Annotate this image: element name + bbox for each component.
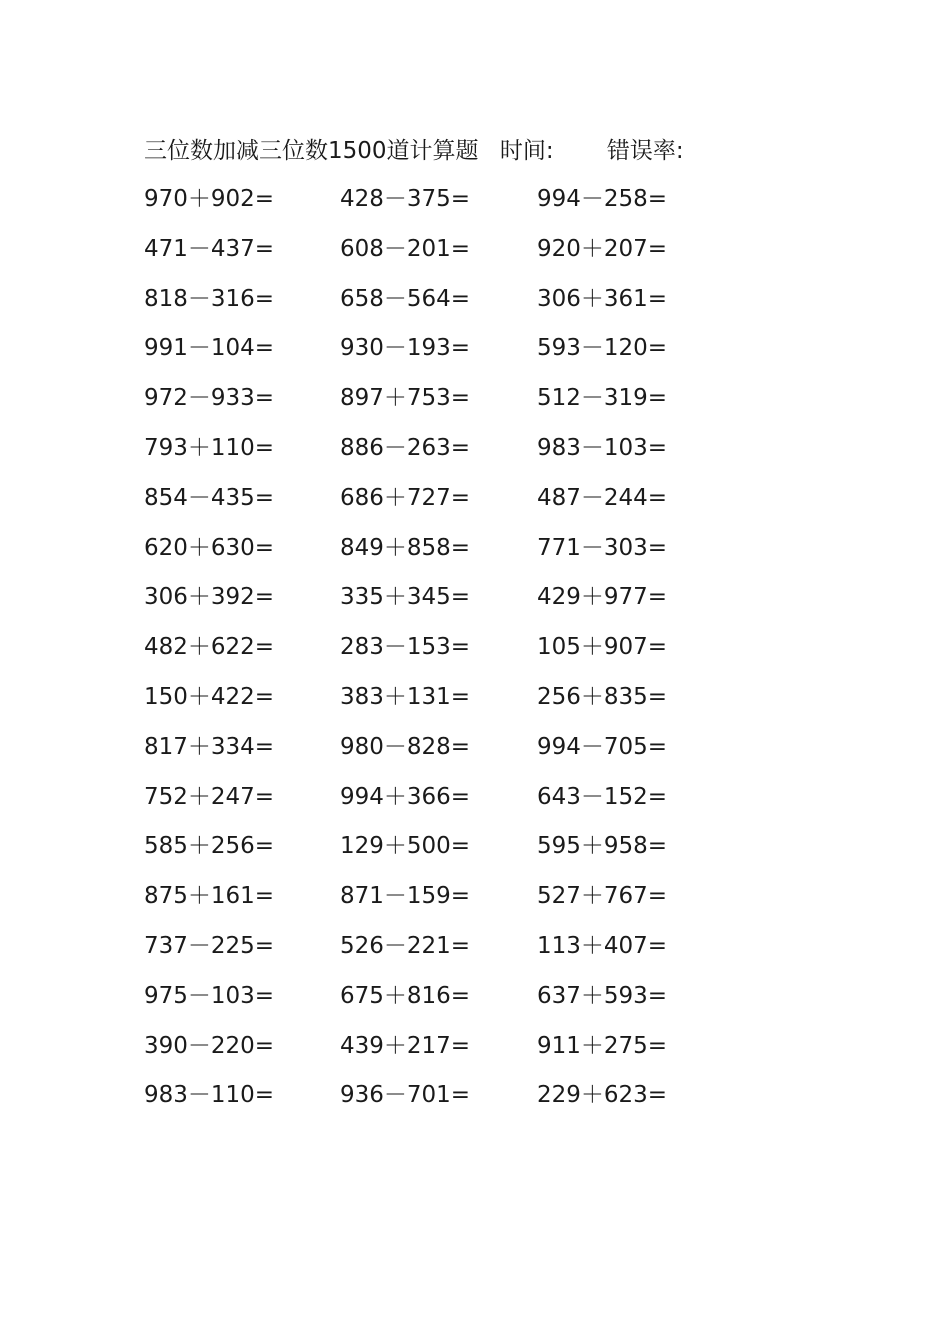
problem-item: 818－316= <box>144 285 275 312</box>
problem-item: 482＋622= <box>144 634 275 661</box>
problem-item: 983－103= <box>537 434 668 461</box>
problem-item: 972－933= <box>144 385 275 412</box>
problem-item: 637＋593= <box>537 982 668 1009</box>
problem-item: 920＋207= <box>537 235 668 262</box>
problem-item: 849＋858= <box>340 534 471 561</box>
problem-row <box>144 431 744 481</box>
problem-item: 428－375= <box>340 186 471 212</box>
problem-row <box>144 232 744 282</box>
problem-item: 897＋753= <box>340 385 471 412</box>
problem-item: 527＋767= <box>537 883 668 910</box>
problem-row <box>144 580 744 630</box>
problem-item: 793＋110= <box>144 434 275 461</box>
problem-item: 975－103= <box>144 982 275 1009</box>
problem-item: 817＋334= <box>144 733 275 760</box>
problem-item: 229＋623= <box>537 1082 668 1109</box>
problem-item: 994－258= <box>537 186 668 212</box>
problem-item: 487－244= <box>537 484 668 511</box>
problem-row <box>144 929 744 979</box>
problem-row <box>144 680 744 730</box>
problem-item: 585＋256= <box>144 833 275 860</box>
problem-item: 129＋500= <box>340 833 471 860</box>
problem-item: 256＋835= <box>537 683 668 710</box>
problem-item: 306＋361= <box>537 285 668 312</box>
problem-item: 471－437= <box>144 235 275 262</box>
problem-item: 911＋275= <box>537 1032 668 1059</box>
worksheet-title: 三位数加减三位数1500道计算题 <box>144 138 479 164</box>
problem-item: 854－435= <box>144 484 275 511</box>
problem-row <box>144 381 744 431</box>
time-label: 时间: <box>499 138 554 164</box>
problem-item: 983－110= <box>144 1082 275 1109</box>
problem-item: 608－201= <box>340 235 471 262</box>
problem-item: 930－193= <box>340 335 471 362</box>
problem-row <box>144 879 744 929</box>
problem-item: 675＋816= <box>340 982 471 1009</box>
problem-item: 113＋407= <box>537 932 668 959</box>
problem-row <box>144 829 744 879</box>
problem-item: 595＋958= <box>537 833 668 860</box>
problem-row <box>144 630 744 680</box>
problem-item: 980－828= <box>340 733 471 760</box>
problem-item: 150＋422= <box>144 683 275 710</box>
problem-item: 752＋247= <box>144 783 275 810</box>
worksheet-header <box>144 134 684 168</box>
problem-item: 105＋907= <box>537 634 668 661</box>
problem-item: 994＋366= <box>340 783 471 810</box>
error-rate-label: 错误率: <box>606 138 684 164</box>
problem-item: 429＋977= <box>537 584 668 611</box>
problem-row <box>144 780 744 830</box>
problem-item: 994－705= <box>537 733 668 760</box>
problem-item: 526－221= <box>340 932 471 959</box>
problem-row <box>144 531 744 581</box>
problem-item: 593－120= <box>537 335 668 362</box>
problem-row <box>144 182 744 232</box>
problem-item: 875＋161= <box>144 883 275 910</box>
problem-item: 658－564= <box>340 285 471 312</box>
problem-item: 283－153= <box>340 634 471 661</box>
problem-item: 390－220= <box>144 1032 275 1059</box>
problem-item: 737－225= <box>144 932 275 959</box>
problem-item: 886－263= <box>340 434 471 461</box>
problem-item: 643－152= <box>537 783 668 810</box>
problem-item: 383＋131= <box>340 683 471 710</box>
problem-item: 991－104= <box>144 335 275 362</box>
problem-row <box>144 1078 744 1128</box>
problem-item: 970＋902= <box>144 186 275 212</box>
problem-row <box>144 282 744 332</box>
problem-item: 335＋345= <box>340 584 471 611</box>
problem-item: 306＋392= <box>144 584 275 611</box>
problem-item: 771－303= <box>537 534 668 561</box>
problem-grid <box>144 182 744 1128</box>
problem-row <box>144 331 744 381</box>
problem-item: 512－319= <box>537 385 668 412</box>
problem-row <box>144 1029 744 1079</box>
problem-row <box>144 979 744 1029</box>
problem-item: 936－701= <box>340 1082 471 1109</box>
problem-row <box>144 730 744 780</box>
problem-row <box>144 481 744 531</box>
problem-item: 871－159= <box>340 883 471 910</box>
problem-item: 686＋727= <box>340 484 471 511</box>
problem-item: 439＋217= <box>340 1032 471 1059</box>
problem-item: 620＋630= <box>144 534 275 561</box>
